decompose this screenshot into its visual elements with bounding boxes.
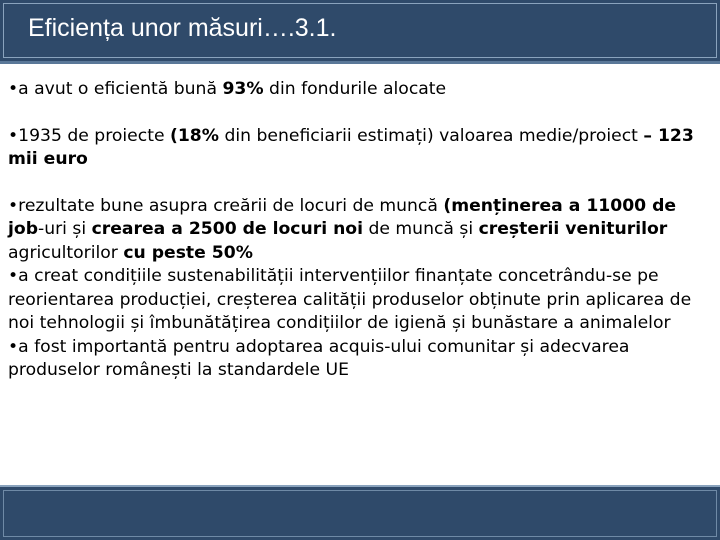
text: de muncă și (363, 219, 479, 239)
bullet-mark: • (8, 79, 19, 99)
text: rezultate bune asupra creării de locuri de muncă (18, 195, 444, 216)
bold-text: crearea a 2500 de locuri noi (91, 219, 364, 239)
slide-title: Eficiența unor măsuri….3.1. (28, 14, 337, 42)
text: -uri și (38, 219, 92, 239)
bullet-projects (8, 125, 714, 172)
spacer (8, 172, 714, 195)
bullet-mark: • (8, 195, 19, 216)
title-bar (0, 0, 720, 64)
footer-bar (0, 485, 720, 540)
bullet-mark: • (8, 336, 19, 357)
slide-body (8, 78, 714, 383)
bullet-acquis (8, 336, 714, 383)
bold-text: cu peste 50% (123, 242, 253, 263)
text: 1935 de proiecte (18, 125, 170, 146)
footer-frame (3, 490, 717, 537)
bold-text: (menținerea a 11000 de job (8, 195, 677, 239)
text: din beneficiarii estimați) valoarea medie/proiect (218, 125, 644, 146)
bullet-sustainability (8, 265, 714, 336)
bold-text: – 123 mii euro (8, 125, 694, 169)
bullet-efficiency (8, 78, 714, 102)
text: a creat condițiile sustenabilității intervențiilor finanțate concetrându-se pe reorientarea producției, creșterea calității produselor obținute prin aplicarea de noi tehnologii și îmbunătățirea condițiilor de igienă și bunăstare a animalelor (8, 266, 692, 333)
bold-text: creșterii veniturilor (478, 219, 668, 239)
spacer (8, 102, 714, 125)
text: agricultorilor (8, 242, 124, 263)
text: din fondurile alocate (263, 79, 447, 99)
bold-text: 93% (222, 79, 264, 99)
bold-text: (18% (169, 125, 219, 146)
bullet-mark: • (8, 266, 19, 286)
bullet-jobs (8, 195, 714, 266)
text: a avut o eficientă bună (18, 79, 223, 99)
text: a fost importantă pentru adoptarea acquis-ului comunitar și adecvarea produselor românești la standardele UE (8, 336, 630, 380)
bullet-mark: • (8, 125, 19, 146)
